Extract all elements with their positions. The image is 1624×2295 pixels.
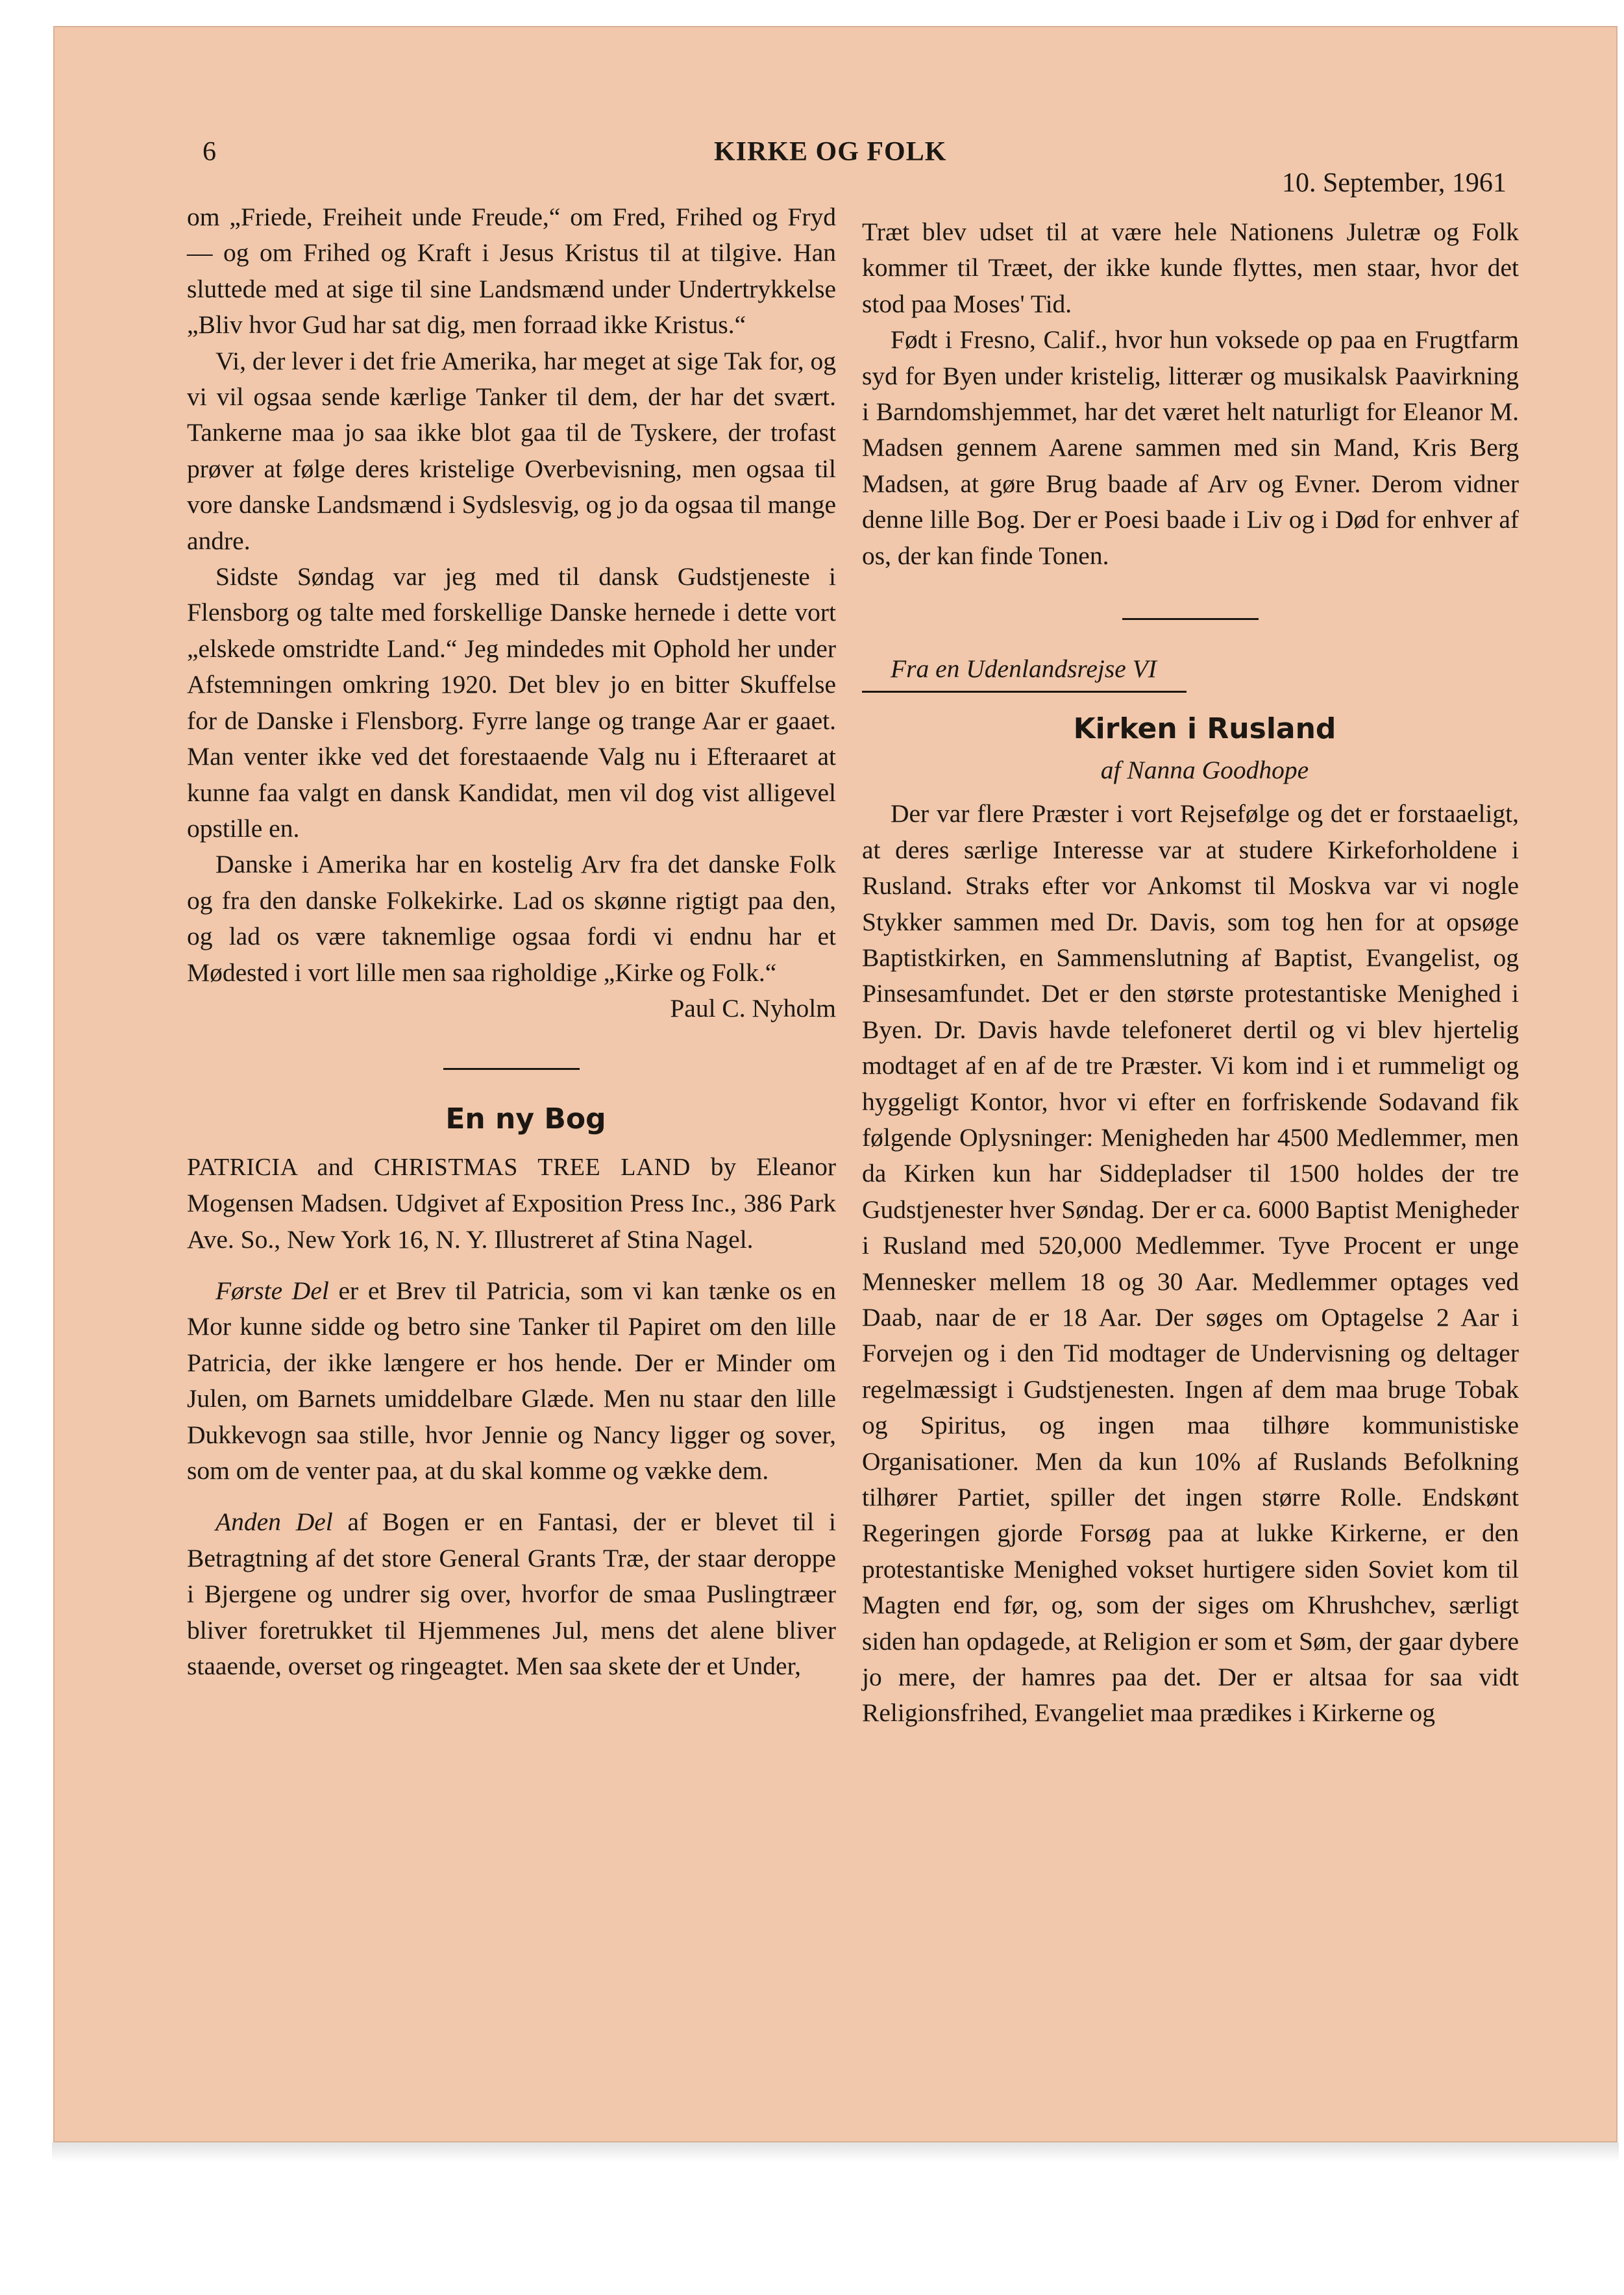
left-column <box>187 199 836 1684</box>
part-two-text: af Bogen er en Fantasi, der er blevet til i Betragtning af det store General Grants Træ, der staar deroppe i Bjergene og undrer sig over, hvorfor de smaa Puslingtræer bliver foretrukket til Hjemmenes Jul, mens det alene bliver staaende, overset og ringeagtet. Men saa skete der et Under, <box>187 1507 836 1681</box>
part-two-label: Anden Del <box>215 1507 333 1537</box>
section-divider <box>443 1068 580 1070</box>
letter-paragraph: Sidste Søndag var jeg med til dansk Gudstjeneste i Flensborg og talte med forskellige Danske hernede i dette vort „elskede omstridte Land.“ Jeg mindedes mit Ophold her under Afstemningen omkring 1920. Det blev jo en bitter Skuffelse for de Danske i Flensborg. Fyrre lange og trange Aar er gaaet. Man venter ikke ved det forestaaende Valg nu i Efteraaret at kunne faa valgt en dansk Kandidat, men vil dog vist alligevel opstille en. <box>187 562 836 843</box>
letter-paragraph: Danske i Amerika har en kostelig Arv fra det danske Folk og fra den danske Folkekirke. Lad os skønne rigtigt paa den, og lad os være taknemlige ogsaa fordi vi endnu har et Mødested i vort lille men saa righoldige „Kirke og Folk.“ <box>187 850 836 987</box>
part-one-label: Første Del <box>215 1276 329 1305</box>
book-part-two <box>187 1504 836 1684</box>
book-review-heading: En ny Bog <box>445 1102 606 1136</box>
series-title: Fra en Udenlandsrejse VI <box>891 654 1157 684</box>
issue-date: 10. September, 1961 <box>1282 168 1507 198</box>
book-part-one <box>187 1273 836 1489</box>
book-details: by Eleanor Mogensen Madsen. Udgivet af Exposition Press Inc., 386 Park Ave. So., New York 16, N. Y. Illustreret af Stina Nagel. <box>187 1152 836 1254</box>
book-review-continued: Træt blev udset til at være hele Nationens Juletræ og Folk kommer til Træet, der ikke kunde flyttes, men staar, hvor det stod paa Moses' Tid. <box>862 217 1519 318</box>
page-number: 6 <box>203 137 216 167</box>
publication-title: KIRKE OG FOLK <box>714 137 947 167</box>
letter-paragraph: om „Friede, Freiheit unde Freude,“ om Fred, Frihed og Fryd — og om Frihed og Kraft i Jesus Kristus til at tilgive. Han sluttede med at sige til sine Landsmænd under Undertrykkelse „Bliv hvor Gud har sat dig, men forraad ikke Kristus.“ <box>187 203 836 340</box>
section-divider <box>1122 618 1259 620</box>
article-byline: af Nanna Goodhope <box>1100 755 1309 784</box>
right-column <box>862 214 1519 1731</box>
book-citation <box>187 1149 836 1258</box>
article-heading: Kirken i Rusland <box>1073 712 1336 746</box>
letter-paragraph: Vi, der lever i det frie Amerika, har meget at sige Tak for, og vi vil ogsaa sende kærlige Tanker til dem, der har det svært. Tankerne maa jo saa ikke blot gaa til de Tyskere, der trofast prøver at følge deres kristelige Overbevisning, men ogsaa til vore danske Landsmænd i Sydslesvig, og jo da ogsaa til mange andre. <box>187 346 836 555</box>
article-body: Der var flere Præster i vort Rejsefølge og det er forstaaeligt, at deres særlige Interesse var at studere Kirkeforholdene i Rusland. Straks efter vor Ankomst til Moskva var vi nogle Stykker sammen med Dr. Davis, som tog hen for at opsøge Baptistkirken, en Sammenslutning af Baptist, Evangelist, og Pinsesamfundet. Det er den største protestantiske Menighed i Byen. Dr. Davis havde telefoneret dertil og vi blev hjertelig modtaget af en af de tre Præster. Vi kom ind i et rummeligt og hyggeligt Kontor, hvor vi efter en forfriskende Sodavand fik følgende Oplysninger: Menigheden har 4500 Medlemmer, men da Kirken kun har Siddepladser til 1500 holdes der tre Gudstjenester hver Søndag. Der er ca. 6000 Baptist Menigheder i Rusland med 520,000 Medlemmer. Tyve Procent er unge Mennesker mellem 18 og 30 Aar. Medlemmer optages ved Daab, naar de er 18 Aar. Der søges om Optagelse 2 Aar i Forvejen og i den Tid modtager de Undervisning og deltager regelmæssigt i Gudstjenesten. Ingen af dem maa bruge Tobak og Spiritus, og ingen maa tilhøre kommunistiske Organisationer. Men da kun 10% af Ruslands Befolkning tilhører Partiet, spiller det ingen større Rolle. Endskønt Regeringen gjorde Forsøg paa at lukke Kirkerne, er den protestantiske Menighed vokset hurtigere siden Soviet kom til Magten end før, og, som der siges om Khrushchev, særligt siden han opdagede, at Religion er som et Søm, der gaar dybere jo mere, der hamres paa det. Der er altsaa for saa vidt Religionsfrihed, Evangeliet maa prædikes i Kirkerne og <box>862 799 1519 1728</box>
book-title: PATRICIA and CHRISTMAS TREE LAND <box>187 1153 691 1181</box>
book-review-author-bio: Født i Fresno, Calif., hvor hun voksede op paa en Frugtfarm syd for Byen under kristelig, litterær og musikalsk Paavirkning i Barndomshjemmet, har det været helt naturligt for Eleanor M. Madsen gennem Aarene sammen med sin Mand, Kris Berg Madsen, at gøre Brug baade af Arv og Evner. Derom vidner denne lille Bog. Der er Poesi baade i Liv og i Død for enhver af os, der kan finde Tonen. <box>862 325 1519 570</box>
series-underline <box>862 691 1187 693</box>
letter-signature: Paul C. Nyholm <box>670 993 836 1023</box>
part-one-text: er et Brev til Patricia, som vi kan tænke os en Mor kunne sidde og betro sine Tanker til Papiret om den lille Patricia, der ikke længere er hos hende. Der er Minder om Julen, om Barnets umiddelbare Glæde. Men nu staar den lille Dukkevogn saa stille, hvor Jennie og Nancy ligger og sover, som om de venter paa, at du skal komme og vække dem. <box>187 1276 836 1485</box>
page-shadow <box>52 2142 1619 2162</box>
